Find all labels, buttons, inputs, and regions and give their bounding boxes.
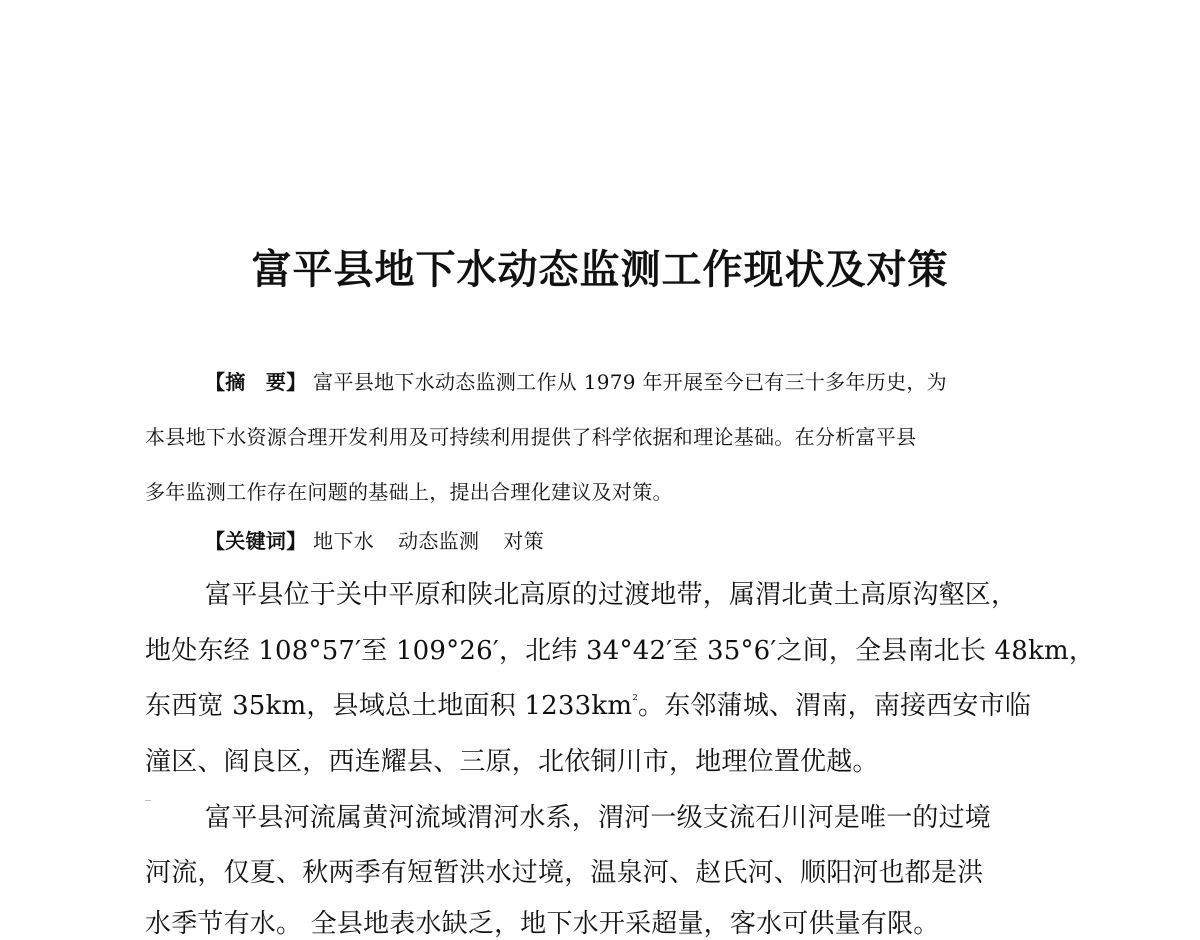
body-text: 。东邻蒲城、渭南，南接西安市临 xyxy=(638,691,1032,721)
abstract-line-1 xyxy=(205,366,947,395)
body-line: 水季节有水。 全县地表水缺乏，地下水开采超量，客水可供量有限。 xyxy=(145,909,940,939)
body-line: 富平县河流属黄河流域渭河水系，渭河一级支流石川河是唯一的过境 xyxy=(205,803,992,833)
abstract-line-3: 多年监测工作存在问题的基础上，提出合理化建议及对策。 xyxy=(145,480,673,504)
paper-title: 富平县地下水动态监测工作现状及对策 xyxy=(251,247,949,293)
body-line xyxy=(145,685,1031,722)
abstract-label: 【摘 要】 xyxy=(205,370,307,394)
keyword-item: 动态监测 xyxy=(398,529,480,553)
superscript: ² xyxy=(632,692,639,709)
keywords-label: 【关键词】 xyxy=(205,529,307,553)
body-line: 潼区、阎良区，西连耀县、三原，北依铜川市，地理位置优越。 xyxy=(145,747,879,777)
body-line: 河流，仅夏、秋两季有短暂洪水过境，温泉河、赵氏河、顺阳河也都是洪 xyxy=(145,858,984,888)
abstract-text: 富平县地下水动态监测工作从 1979 年开展至今已有三十多年历史，为 xyxy=(313,370,947,394)
body-line: 富平县位于关中平原和陕北高原的过渡地带，属渭北黄土高原沟壑区， xyxy=(205,580,1018,610)
keyword-item: 对策 xyxy=(503,529,544,553)
keywords-line xyxy=(205,525,544,554)
abstract-line-2: 本县地下水资源合理开发利用及可持续利用提供了科学依据和理论基础。在分析富平县 xyxy=(145,425,917,449)
keyword-item: 地下水 xyxy=(313,529,375,553)
margin-mark xyxy=(145,800,151,801)
body-line: 地处东经 108°57′至 109°26′，北纬 34°42′至 35°6′之间，全县南北长 48km， xyxy=(145,636,1096,666)
body-text: 东西宽 35km，县域总土地面积 1233km xyxy=(145,691,633,721)
